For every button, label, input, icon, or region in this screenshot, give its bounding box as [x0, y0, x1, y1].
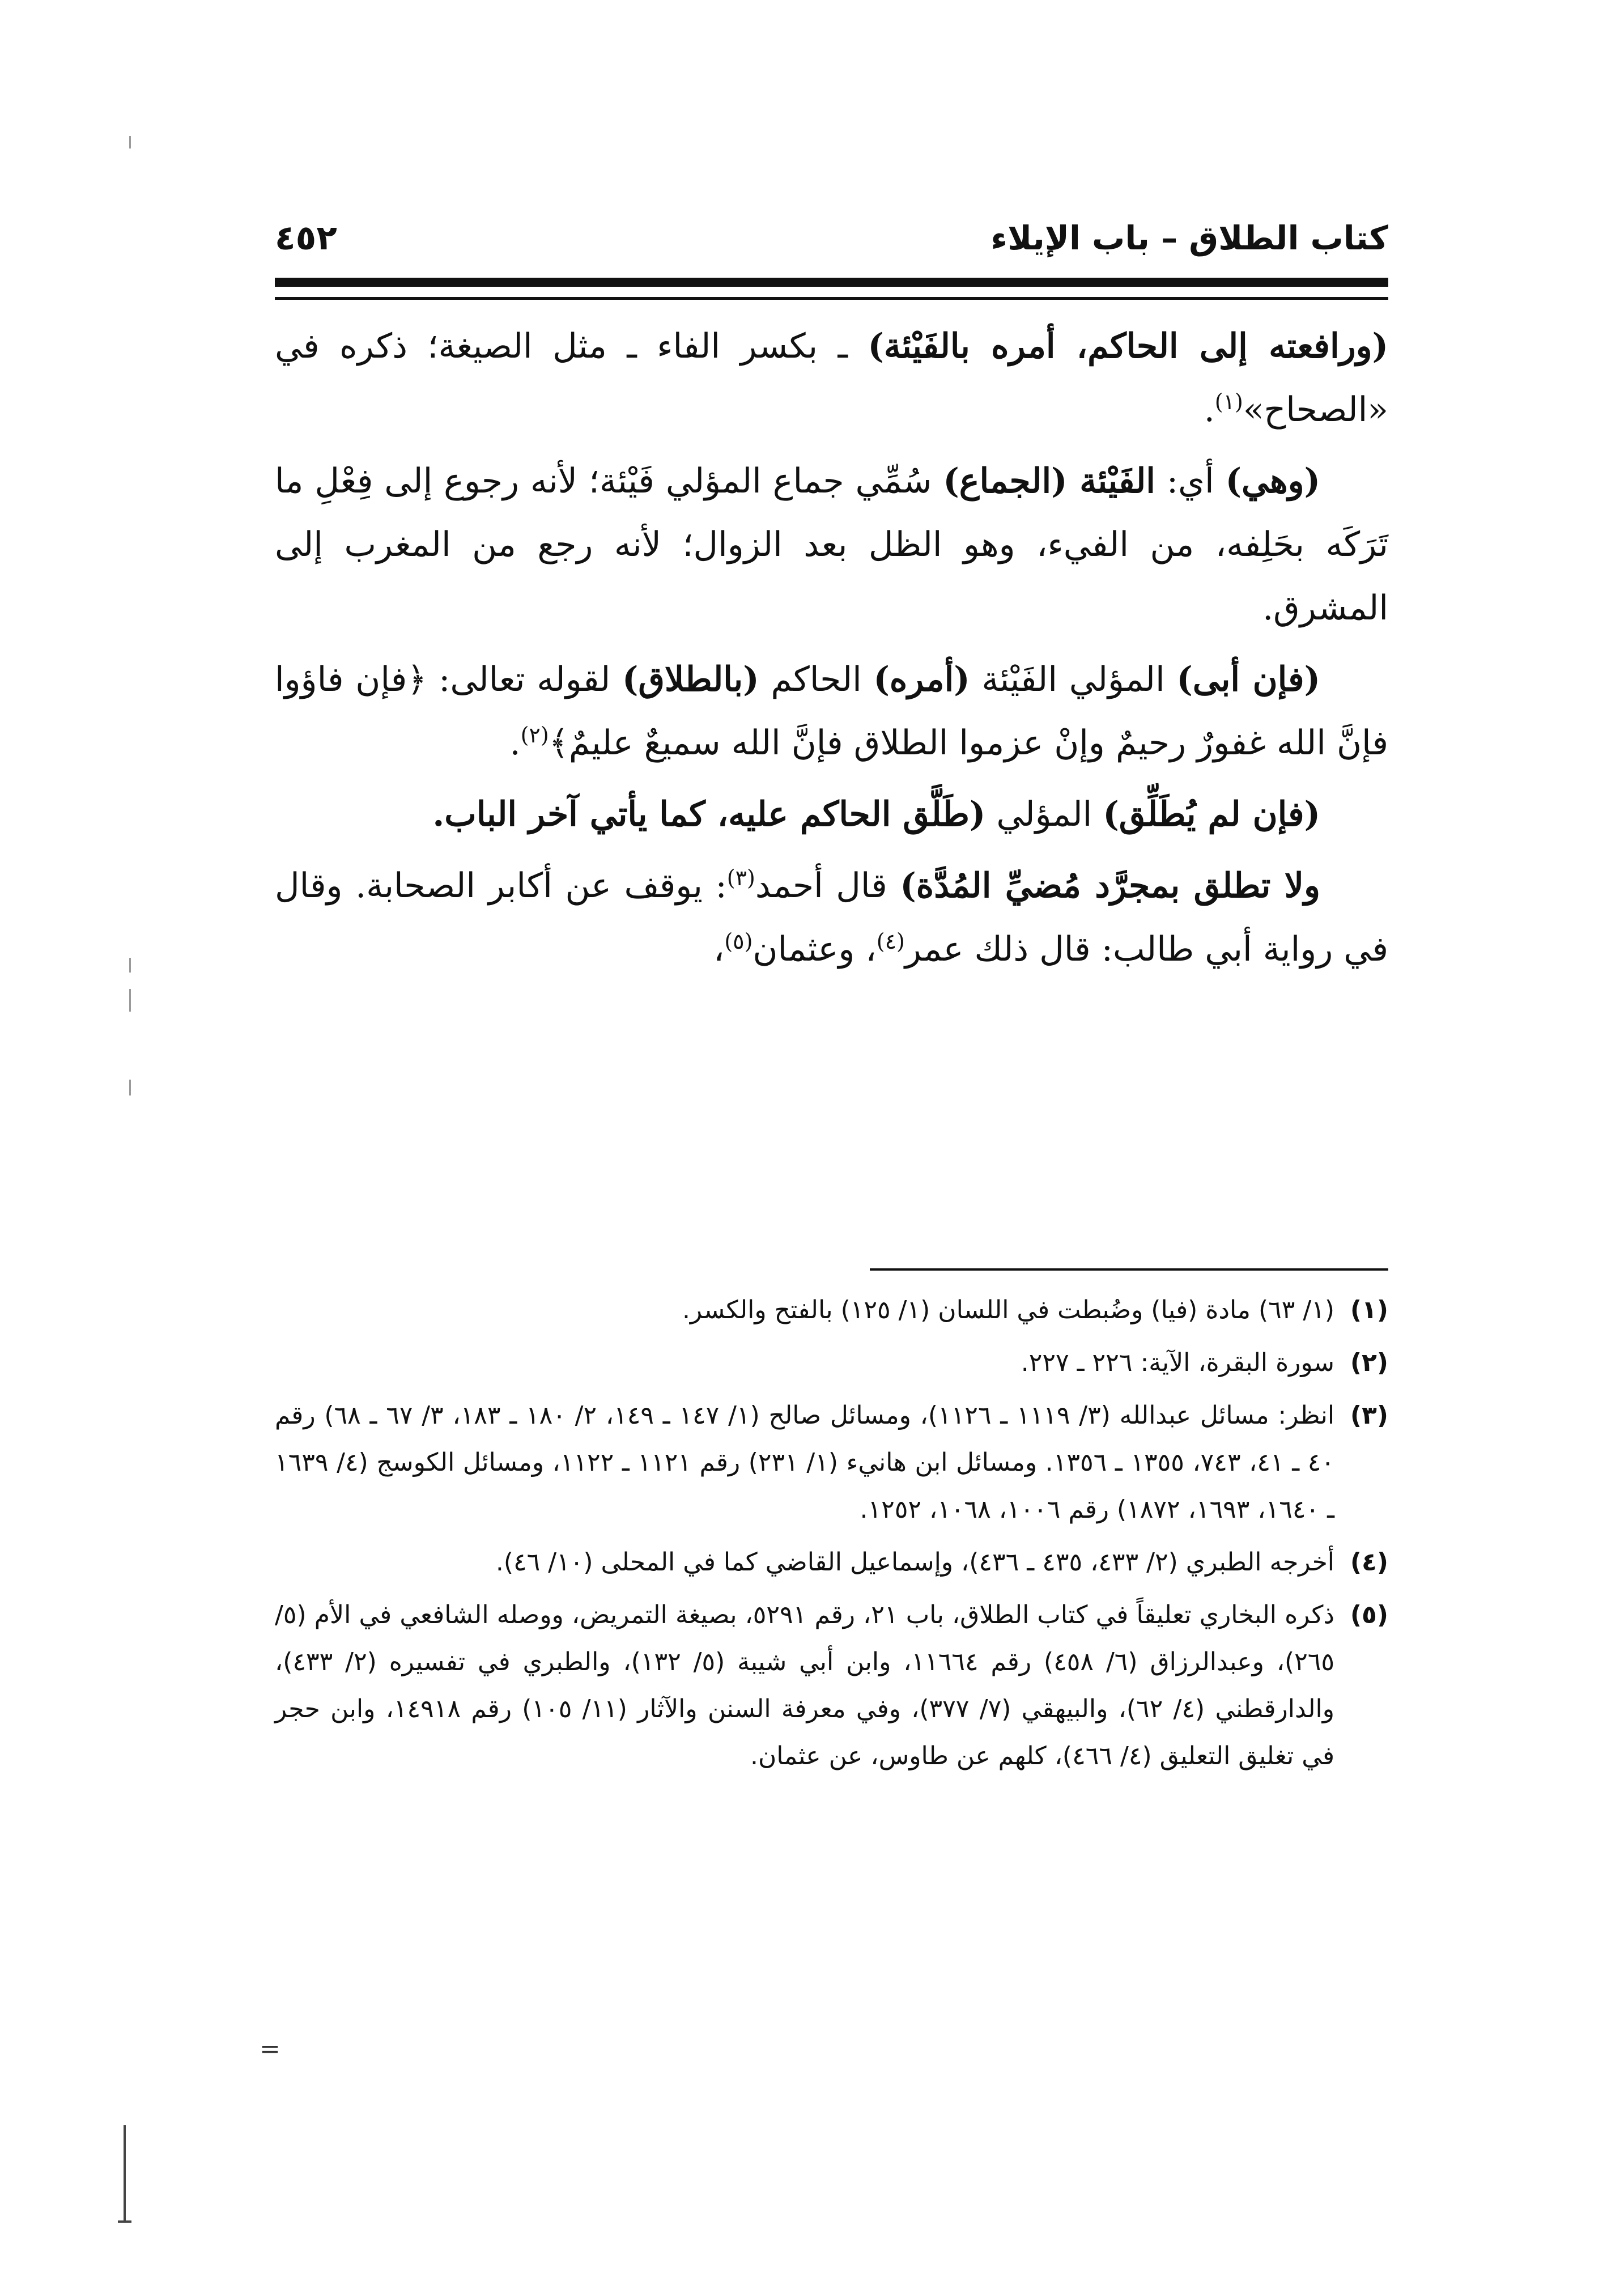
footnote-2 [275, 1339, 1388, 1386]
footnote-text: (١/ ٦٣) مادة (فيا) وضُبطت في اللسان (١/ ١٢٥) بالفتح والكسر. [682, 1296, 1334, 1324]
paragraph-3 [275, 648, 1388, 775]
footnote-4 [275, 1539, 1388, 1586]
footnote-ref: (٢) [520, 723, 549, 748]
scan-mark [129, 1080, 131, 1095]
paragraph-text: لقوله تعالى: [427, 660, 623, 699]
paragraph-text: سُمِّي جماع المؤلي فَيْئة؛ لأنه رجوع إلى فِعْلِ ما تَرَكَه بحَلِفه، من الفيء، وهو الظل بعد الزوال؛ لأنه رجع من المغرب إلى المشرق. [275, 461, 1388, 628]
bold-term: (ورافعته إلى الحاكم، أمره بالفَيْئة) [868, 326, 1388, 366]
paragraph-text: ، وعثمان [753, 929, 877, 969]
paragraph-text: الحاكم [759, 660, 874, 699]
footnote-ref: (٥) [724, 929, 753, 954]
main-text [275, 315, 1388, 989]
footnote-5 [275, 1591, 1388, 1780]
quran-verse: ﴿فإن فاؤوا فإنَّ الله غفورٌ رحيمٌ وإنْ عزموا الطلاق فإنَّ الله سميعٌ عليمٌ﴾ [275, 660, 1388, 763]
header-rule-thin [275, 297, 1388, 300]
paragraph-5 [275, 854, 1388, 981]
paragraph-text: المؤلي [985, 795, 1103, 834]
paragraph-1 [275, 315, 1388, 441]
chapter-title: كتاب الطلاق – باب الإيلاء [990, 219, 1388, 257]
scan-mark [129, 989, 131, 1012]
footnotes [275, 1286, 1388, 1785]
bold-term: ولا تطلق بمجرَّد مُضيِّ المُدَّة) [900, 866, 1320, 906]
paragraph-4 [275, 783, 1388, 846]
bold-term: (أمره) [873, 660, 970, 699]
footnote-text: ذكره البخاري تعليقاً في كتاب الطلاق، باب ٢١، رقم ٥٢٩١، بصيغة التمريض، ووصله الشافعي في الأم (٥/ ٢٦٥)، وعبدالرزاق (٦/ ٤٥٨) رقم ١١٦٦٤، وابن أبي شيبة (٥/ ١٣٢)، والطبري في تفسيره (٢/ ٤٣٣)، والدارقطني (٤/ ٦٢)، والبيهقي (٧/ ٣٧٧)، وفي معرفة السنن والآثار (١١/ ١٠٥) رقم ١٤٩١٨، وابن حجر في تغليق التعليق (٤/ ٤٦٦)، كلهم عن طاوس، عن عثمان. [275, 1600, 1335, 1770]
paragraph-text: قال أحمد [755, 866, 900, 906]
bold-term: الفَيْئة (الجماع) [943, 461, 1155, 501]
footnote-ref: (٤) [876, 929, 905, 954]
paragraph-2 [275, 449, 1388, 640]
footnote-number: (١) [1350, 1296, 1388, 1324]
footnote-number: (٣) [1350, 1401, 1388, 1430]
footnote-3 [275, 1392, 1388, 1533]
margin-eq-mark: = [260, 2035, 280, 2063]
footnote-ref: (٣) [726, 865, 755, 890]
bold-term: (فإن لم يُطَلِّق) [1103, 795, 1320, 834]
footnote-text: أخرجه الطبري (٢/ ٤٣٣، ٤٣٥ ـ ٤٣٦)، وإسماعيل القاضي كما في المحلى (١٠/ ٤٦). [495, 1548, 1334, 1577]
bold-term: (بالطلاق) [622, 660, 759, 699]
paragraph-text: المؤلي الفَيْئة [970, 660, 1177, 699]
footnote-text: انظر: مسائل عبدالله (٣/ ١١١٩ ـ ١١٢٦)، ومسائل صالح (١/ ١٤٧ ـ ١٤٩، ٢/ ١٨٠ ـ ١٨٣، ٣/ ٦٧ ـ ٦٨) رقم ٤٠ ـ ٤١، ٧٤٣، ١٣٥٥ ـ ١٣٥٦. ومسائل ابن هانيء (١/ ٢٣١) رقم ١١٢١ ـ ١١٢٢، ومسائل الكوسج (٤/ ١٦٣٩ ـ ١٦٤٠، ١٦٩٣، ١٨٧٢) رقم ١٠٠٦، ١٠٦٨، ١٢٥٢. [275, 1401, 1335, 1524]
page-number: ٤٥٢ [275, 218, 337, 258]
footnote-number: (٤) [1350, 1548, 1388, 1577]
paragraph-text: : يوقف عن أكابر الصحابة. وقال في رواية أبي طالب: قال ذلك عمر [275, 866, 1388, 969]
paragraph-text: . [509, 723, 521, 763]
footnote-separator [870, 1268, 1388, 1271]
footnote-number: (٥) [1350, 1600, 1388, 1629]
bold-term: (طَلَّق الحاكم عليه، كما يأتي آخر الباب. [432, 795, 986, 834]
paragraph-text: ـ بكسر الفاء ـ مثل الصيغة؛ ذكره في «الصحاح» [275, 326, 1388, 430]
scan-mark [129, 958, 131, 973]
paragraph-text: . [1204, 390, 1215, 430]
scan-mark [118, 2220, 131, 2223]
paragraph-text: أي: [1155, 461, 1226, 501]
footnote-text: سورة البقرة، الآية: ٢٢٦ ـ ٢٢٧. [1021, 1348, 1334, 1377]
footnote-number: (٢) [1350, 1348, 1388, 1377]
footnote-ref: (١) [1214, 389, 1243, 414]
header-rule-thick [275, 278, 1388, 287]
footnote-1 [275, 1286, 1388, 1334]
bold-term: (وهي) [1225, 461, 1320, 501]
scan-mark [129, 136, 131, 148]
running-header [275, 210, 1388, 272]
bold-term: (فإن أبى) [1176, 660, 1320, 699]
scan-mark [124, 2125, 126, 2222]
paragraph-text: ، [713, 929, 725, 969]
